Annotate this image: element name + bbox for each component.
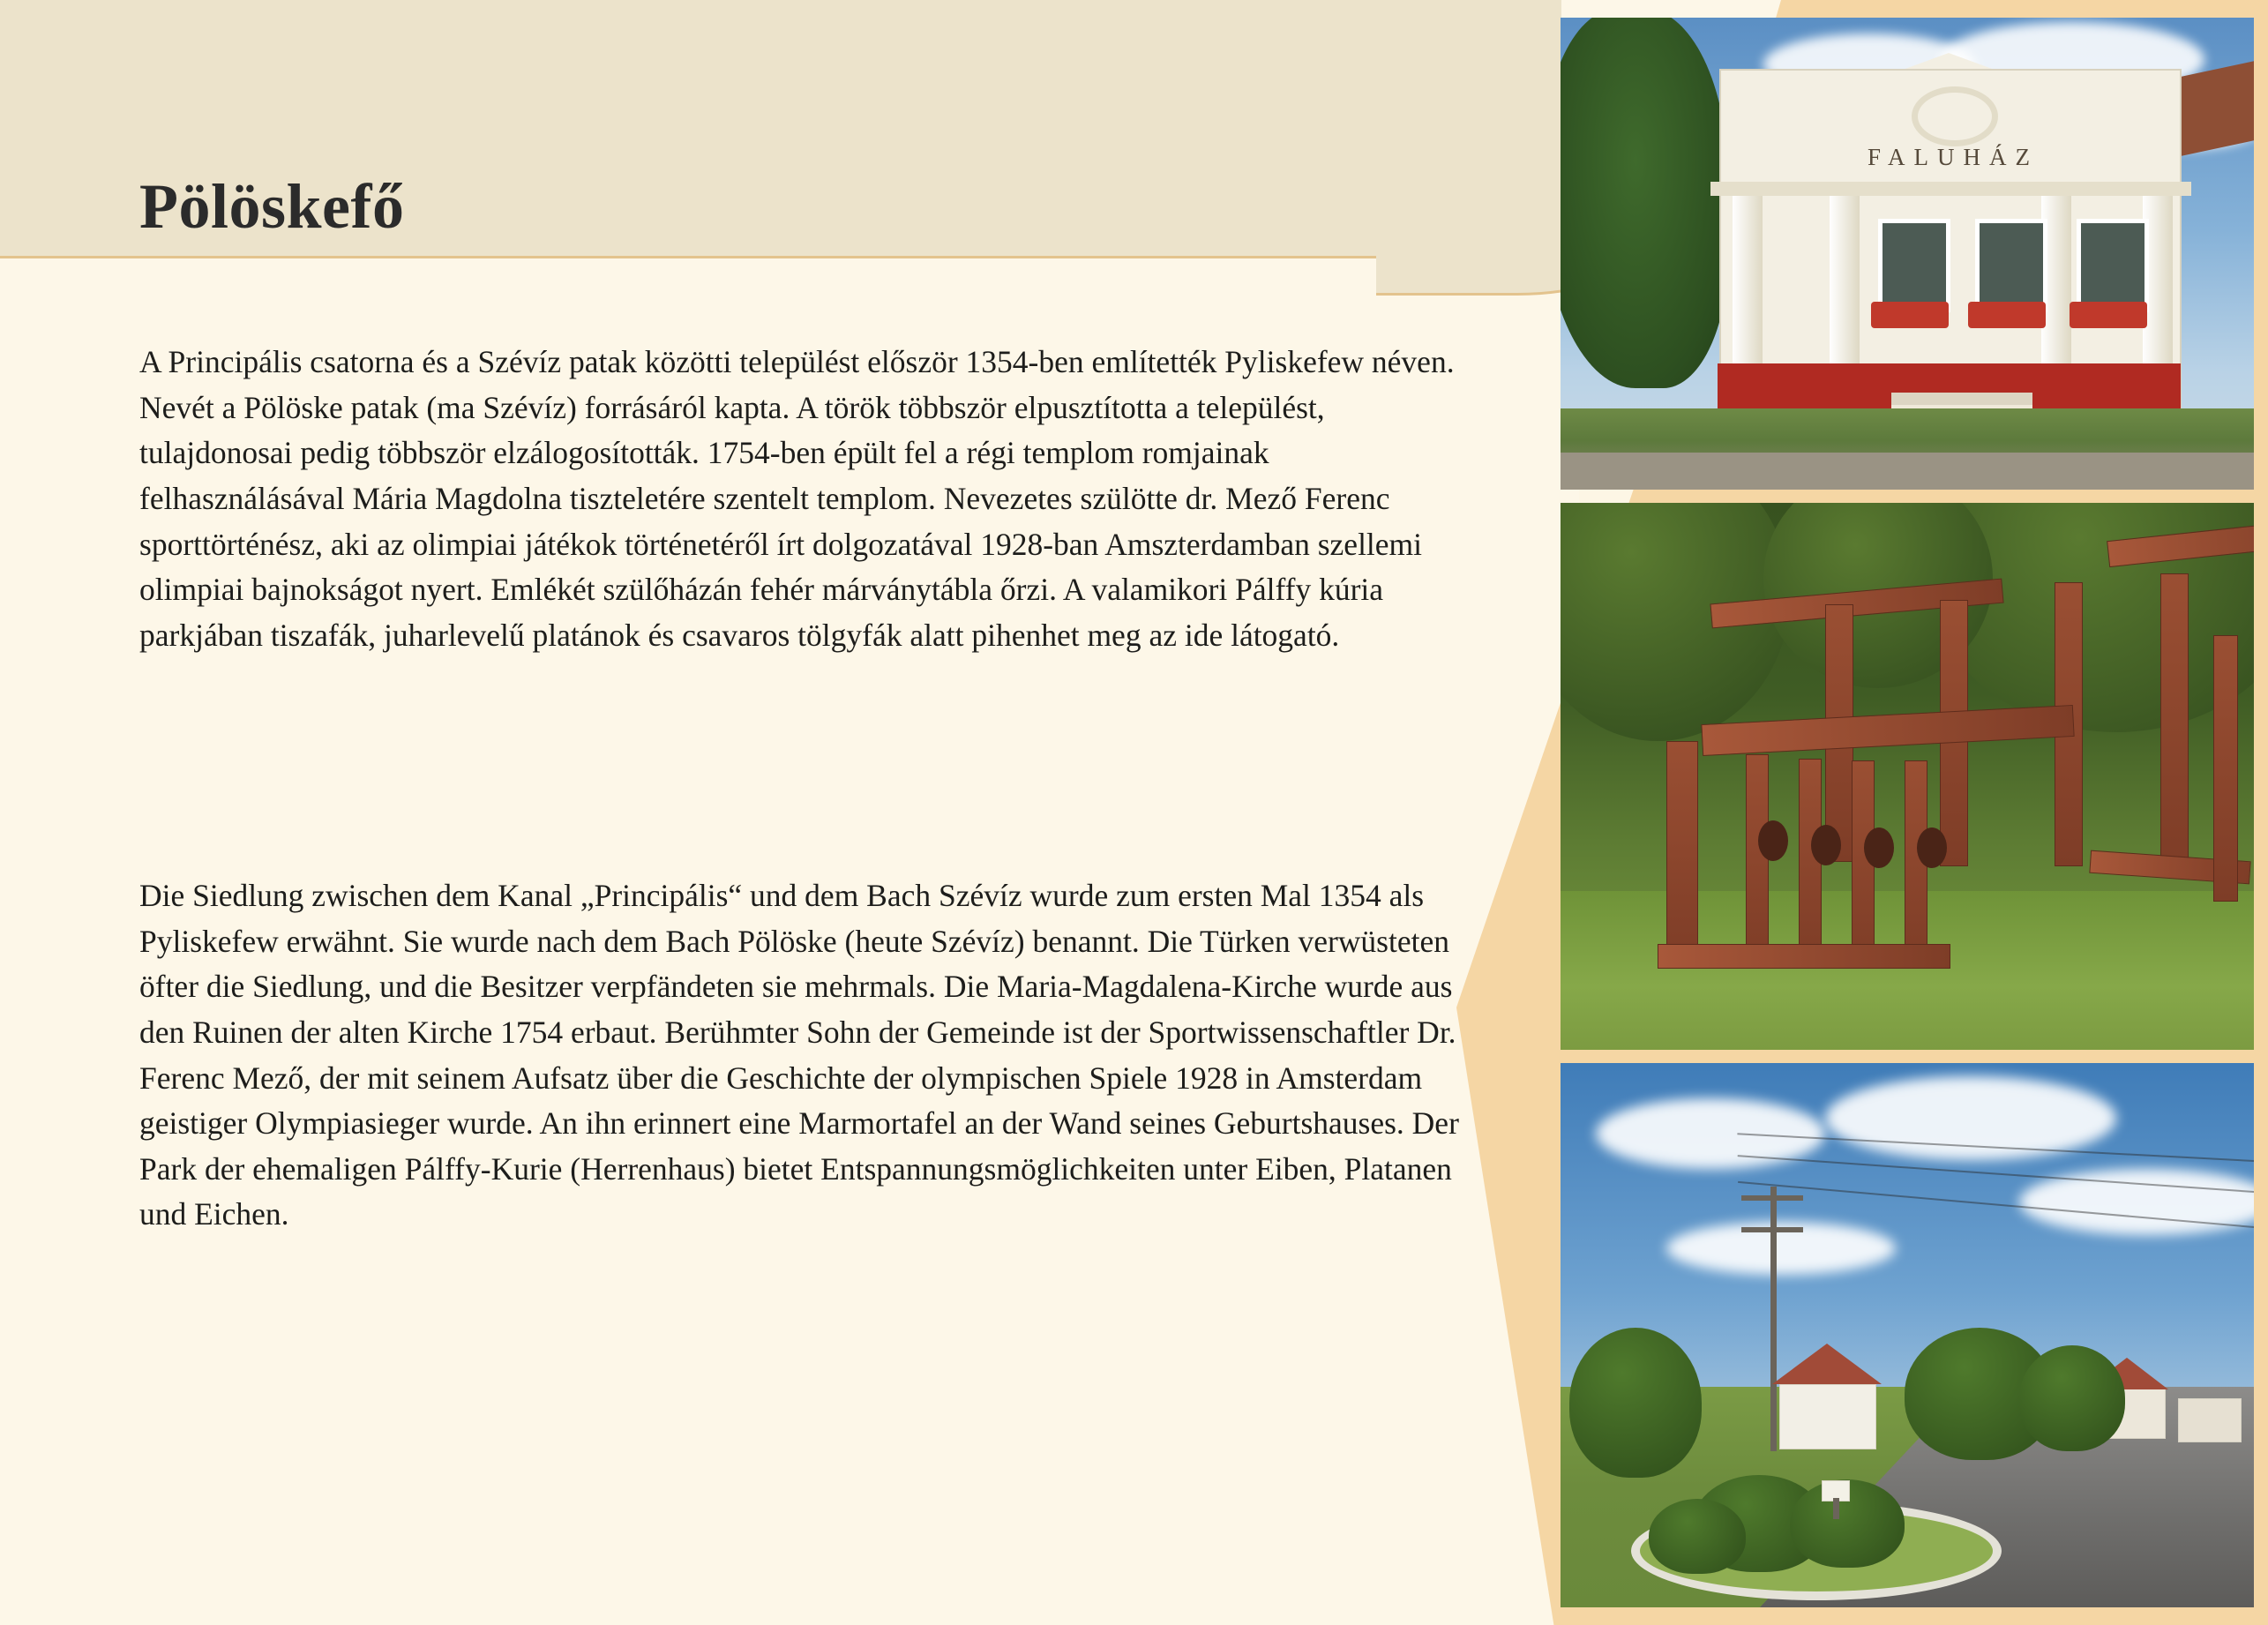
- playground-base-beam: [1658, 944, 1950, 969]
- window: [1878, 219, 1950, 312]
- flower-box: [1968, 302, 2046, 328]
- german-text-block: [139, 873, 1480, 1238]
- village-hall-photo: [1561, 18, 2254, 490]
- page-title: Pölöskefő: [139, 171, 405, 243]
- road: [1561, 453, 2254, 490]
- hungarian-text-block: [139, 340, 1480, 658]
- cornice: [1710, 182, 2191, 196]
- column: [1733, 196, 1763, 363]
- flower-box: [2070, 302, 2147, 328]
- wooden-playground-photo: [1561, 503, 2254, 1050]
- house: [2178, 1398, 2242, 1442]
- playground-post: [1666, 741, 1698, 963]
- pole-crossarm: [1741, 1227, 1803, 1232]
- playground-hole: [1864, 827, 1894, 868]
- window: [1975, 219, 2047, 312]
- playground-post: [2160, 573, 2189, 866]
- village-road-photo: [1561, 1063, 2254, 1607]
- playground-hole: [1811, 825, 1841, 865]
- flower-box: [1871, 302, 1949, 328]
- house: [1779, 1384, 1876, 1449]
- german-paragraph: Die Siedlung zwischen dem Kanal „Principális“ und dem Bach Szévíz wurde zum ersten Mal 1354 als Pyliskefew erwähnt. Sie wurde nach dem Bach Pölöske (heute Szévíz) benannt. Die Türken verwüsteten öfter die Siedlung, und die Besitzer verpfändeten sie mehrmals. Die Maria-Magdalena-Kirche wurde aus den Ruinen der alten Kirche 1754 erbaut. Berühmter Sohn der Gemeinde ist der Sportwissenschaftler Dr. Ferenc Mező, der mit seinem Aufsatz über die Geschichte der olympischen Spiele 1928 in Amsterdam geistiger Olympiasieger wurde. An ihn erinnert eine Marmortafel an der Wand seines Geburtshauses. Der Park der ehemaligen Pálffy-Kurie (Herrenhaus) bietet Entspannungsmöglichkeiten unter Eiben, Platanen und Eichen.: [139, 878, 1459, 1232]
- cloud: [1825, 1076, 2116, 1160]
- tree: [1561, 18, 1728, 388]
- column: [1830, 196, 1860, 363]
- playground-slat: [1746, 754, 1769, 963]
- pediment-oval: [1912, 86, 1998, 146]
- playground-hole: [1758, 820, 1788, 861]
- photo-column: [1456, 0, 2268, 1625]
- hungarian-paragraph: A Principális csatorna és a Szévíz patak közötti települést először 1354-ben említették Pyliskefew néven. Nevét a Pölöske patak (ma Szévíz) forrásáról kapta. A török többször elpusztította a települést, tulajdonosai pedig többször elzálogosították. 1754-ben épült fel a régi templom romjainak felhasználásával Mária Magdolna tiszteletére szentelt templom. Nevezetes szülötte dr. Mező Ferenc sporttörténész, aki az olimpiai játékok történetéről írt dolgozatával 1928-ban Amszterdamban szellemi olimpiai bajnokságot nyert. Emlékét szülőházán fehér márványtábla őrzi. A valamikori Pálffy kúria parkjában tiszafák, juharlevelű platánok és csavaros tölgyfák alatt pihenhet meg az ide látogató.: [139, 344, 1455, 653]
- playground-hole: [1917, 827, 1947, 868]
- tree: [2019, 1345, 2125, 1451]
- house-roof: [1772, 1344, 1882, 1384]
- window: [2077, 219, 2149, 312]
- faluhaz-sign: FALUHÁZ: [1868, 144, 2039, 170]
- utility-pole: [1770, 1187, 1777, 1451]
- sign-post: [1833, 1498, 1839, 1519]
- pole-crossarm: [1741, 1195, 1803, 1201]
- tree: [1569, 1328, 1702, 1478]
- playground-post: [2213, 635, 2238, 902]
- island-shrub: [1649, 1499, 1746, 1574]
